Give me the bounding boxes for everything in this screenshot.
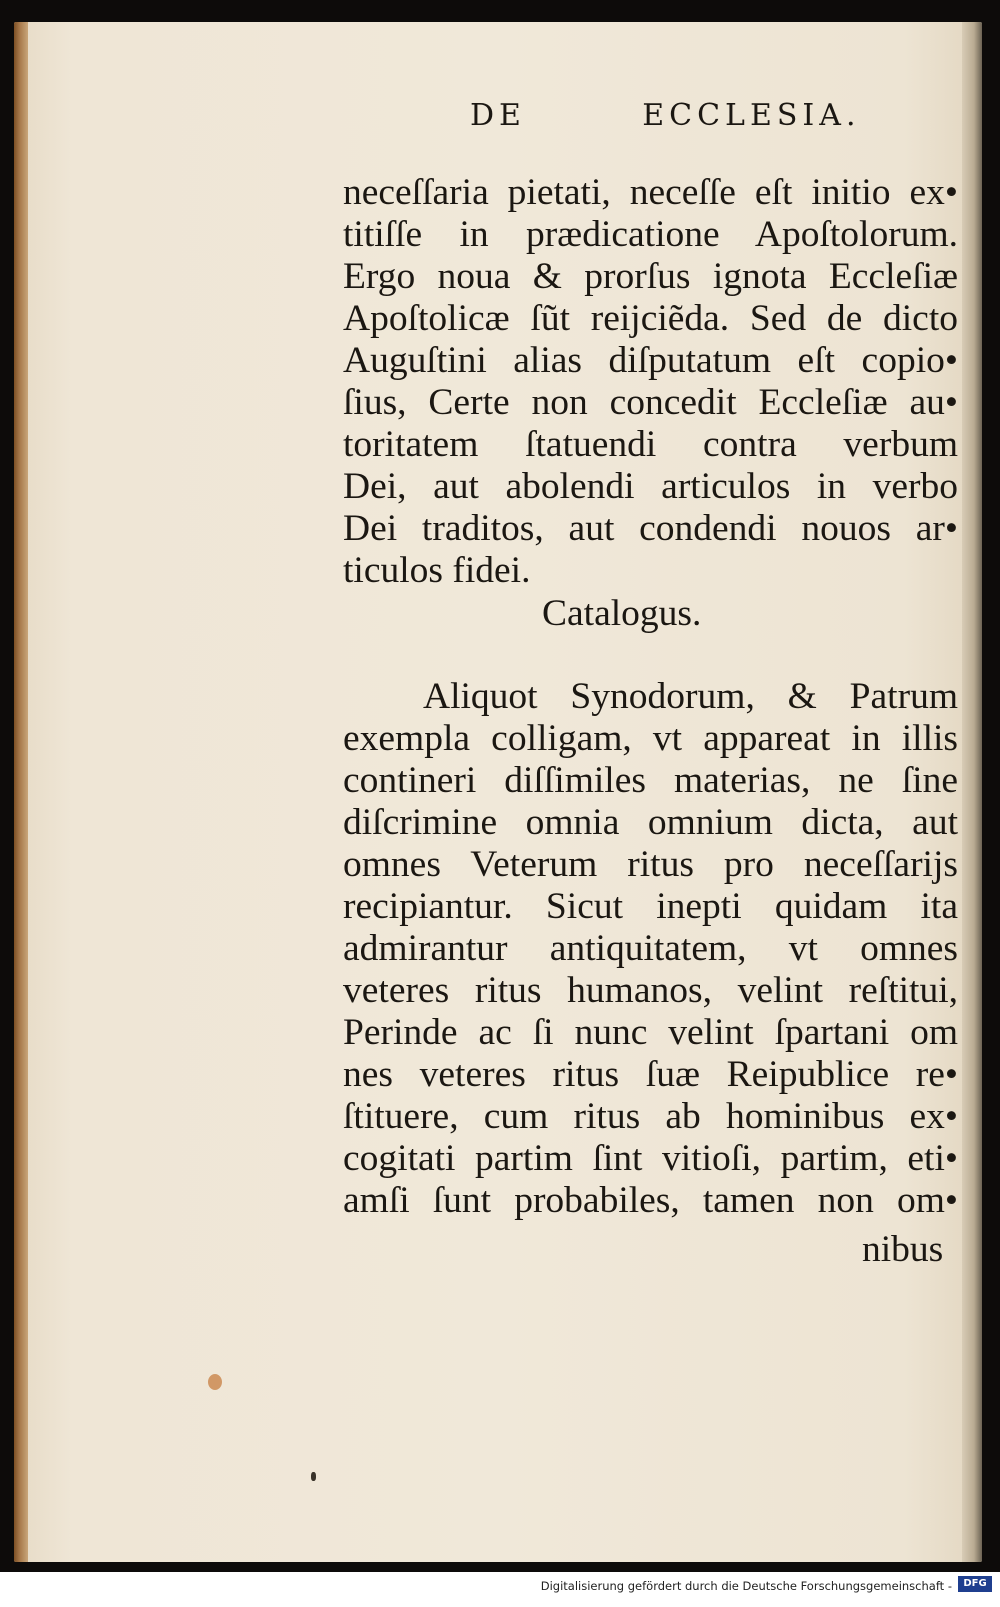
text-line: ſtituere, cum ritus ab hominibus ex•	[343, 1096, 958, 1137]
paragraph-1	[343, 172, 958, 592]
text-line: recipiantur. Sicut inepti quidam ita	[343, 886, 958, 927]
ink-speck	[311, 1472, 316, 1481]
text-line: cogitati partim ſint vitioſi, partim, eti•	[343, 1138, 958, 1179]
paper-stain	[208, 1374, 222, 1390]
text-line: omnes Veterum ritus pro neceſſarijs	[343, 844, 958, 885]
catchword: nibus	[862, 1229, 944, 1270]
paragraph-2	[343, 676, 958, 1222]
text-line: exempla colligam, vt appareat in illis	[343, 718, 958, 759]
text-line: Aliquot Synodorum, & Patrum	[423, 676, 958, 717]
text-line: diſcrimine omnia omnium dicta, aut	[343, 802, 958, 843]
text-line: Ergo noua & prorſus ignota Eccleſiæ	[343, 256, 958, 297]
text-line: admirantur antiquitatem, vt omnes	[343, 928, 958, 969]
text-line: Auguſtini alias diſputatum eſt copio•	[343, 340, 958, 381]
text-line: Apoſtolicæ ſũt reijciẽda. Sed de dicto	[343, 298, 958, 339]
section-heading: Catalogus.	[542, 593, 702, 634]
text-line: titiſſe in prædicatione Apoſtolorum.	[343, 214, 958, 255]
text-line: Dei, aut abolendi articulos in verbo	[343, 466, 958, 507]
page-left-edge	[14, 22, 28, 1562]
text-line: Dei traditos, aut condendi nouos ar•	[343, 508, 958, 549]
page-right-edge	[962, 22, 982, 1562]
text-line: neceſſaria pietati, neceſſe eſt initio ex•	[343, 172, 958, 213]
text-line: Perinde ac ſi nunc velint ſpartani om	[343, 1012, 958, 1053]
dfg-logo: DFG	[958, 1576, 992, 1592]
text-line: amſi ſunt probabiles, tamen non om•	[343, 1180, 958, 1221]
text-line: ticulos fidei.	[343, 550, 531, 591]
text-line: veteres ritus humanos, velint reſtitui,	[343, 970, 958, 1011]
funding-credit: Digitalisierung gefördert durch die Deutsche Forschungsgemeinschaft -	[540, 1579, 952, 1593]
text-line: ſius, Certe non concedit Eccleſiæ au•	[343, 382, 958, 423]
running-head: DE ECCLESIA.	[470, 98, 861, 133]
text-line: contineri diſſimiles materias, ne ſine	[343, 760, 958, 801]
text-line: nes veteres ritus ſuæ Reipublice re•	[343, 1054, 958, 1095]
text-line: toritatem ſtatuendi contra verbum	[343, 424, 958, 465]
